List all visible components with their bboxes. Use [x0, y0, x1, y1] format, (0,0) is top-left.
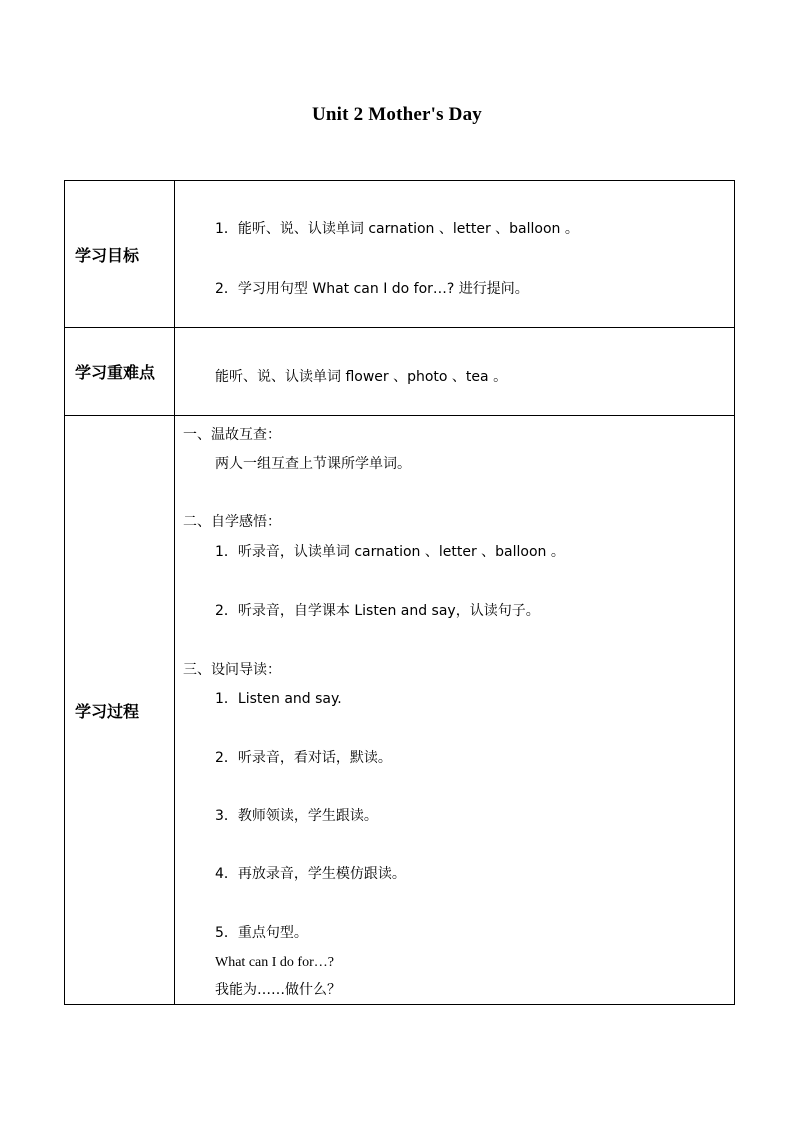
guided-reading-item: 2．听录音，看对话，默读。 — [215, 750, 392, 767]
key-points-row — [65, 328, 735, 416]
self-study-item: 1．听录音，认读单词 carnation 、letter 、balloon 。 — [215, 544, 565, 561]
review-text: 两人一组互查上节课所学单词。 — [215, 456, 411, 473]
key-sentence-english: What can I do for…? — [215, 955, 334, 971]
learning-process-label: 学习过程 — [75, 701, 140, 721]
document-title: Unit 2 Mother's Day — [311, 104, 483, 125]
section-heading-review: 一、温故互查： — [183, 427, 281, 444]
guided-reading-item: 1．Listen and say. — [215, 691, 342, 708]
key-points-label-cell — [65, 328, 175, 416]
learning-goals-row — [65, 181, 735, 328]
section-heading-self-study: 二、自学感悟： — [183, 514, 281, 531]
lesson-plan-table — [64, 180, 735, 1005]
learning-goals-label: 学习目标 — [75, 245, 140, 265]
learning-goals-content-cell — [175, 181, 735, 328]
key-sentence-chinese: 我能为……做什么？ — [215, 982, 341, 999]
learning-goal-item: 1．能听、说、认读单词 carnation 、letter 、balloon 。 — [215, 221, 579, 237]
guided-reading-item: 4．再放录音，学生模仿跟读。 — [215, 866, 406, 883]
section-heading-guided-reading: 三、设问导读： — [183, 662, 281, 679]
key-points-label: 学习重难点 — [75, 363, 156, 383]
key-points-text: 能听、说、认读单词 flower 、photo 、tea 。 — [215, 369, 508, 386]
learning-goal-item: 2．学习用句型 What can I do for…? 进行提问。 — [215, 281, 529, 297]
guided-reading-item: 5．重点句型。 — [215, 925, 308, 942]
learning-process-row — [65, 416, 735, 1005]
learning-process-label-cell — [65, 416, 175, 1005]
self-study-item: 2．听录音，自学课本 Listen and say，认读句子。 — [215, 603, 540, 620]
guided-reading-item: 3．教师领读，学生跟读。 — [215, 808, 378, 825]
learning-process-content-cell — [175, 416, 735, 1005]
learning-goals-label-cell — [65, 181, 175, 328]
key-points-content-cell — [175, 328, 735, 416]
